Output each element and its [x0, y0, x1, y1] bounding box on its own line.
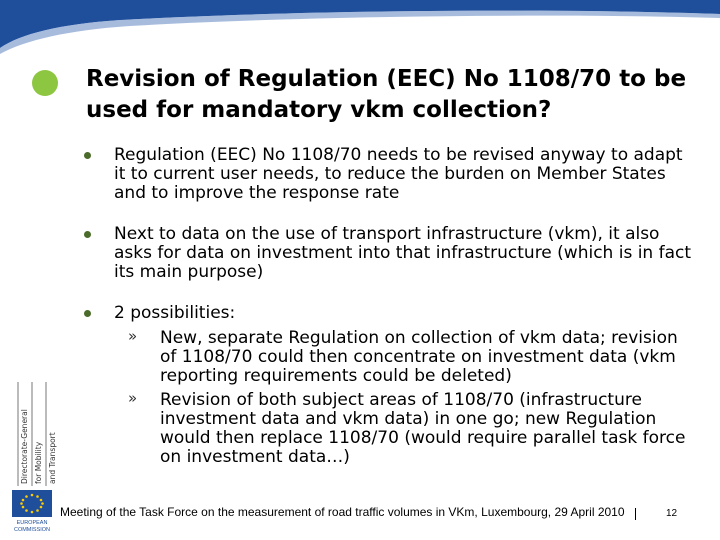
sidebar-text-line2: for Mobility [34, 441, 43, 484]
double-chevron-icon: » [128, 327, 138, 345]
footer-separator [635, 508, 636, 520]
bullet-item [84, 225, 694, 282]
bullet-dot-icon [84, 310, 91, 317]
eu-flag-icon [8, 488, 56, 534]
dg-move-sidebar [10, 380, 58, 488]
sub-bullet-list [114, 329, 694, 467]
page-title: Revision of Regulation (EEC) No 1108/70 to be used for mandatory vkm collection? [86, 66, 687, 123]
bullet-dot-icon [84, 231, 91, 238]
bullet-text: Regulation (EEC) No 1108/70 needs to be revised anyway to adapt it to current user needs, to reduce the burden on Member States and to improve the response rate [114, 145, 683, 203]
bullet-dot-icon [84, 152, 91, 159]
sub-bullet-item [114, 329, 694, 386]
bullet-item [84, 304, 694, 467]
sub-bullet-text: Revision of both subject areas of 1108/70 (infrastructure investment data and vkm data) in one go; new Regulation would then replace 1108/70 (would require parallel task force on investment data…) [160, 390, 686, 467]
page-number: 12 [666, 508, 678, 519]
bullet-text: 2 possibilities: [114, 303, 236, 323]
double-chevron-icon: » [128, 389, 138, 407]
top-band [0, 0, 720, 60]
sub-bullet-item [114, 391, 694, 467]
logo-text-line2: COMMISSION [13, 527, 51, 533]
title-bullet-icon [32, 70, 58, 96]
footer [60, 505, 720, 525]
bullet-text: Next to data on the use of transport infrastructure (vkm), it also asks for data on investment into that infrastructure (which is in fact its main purpose) [114, 224, 692, 282]
sidebar-text-line3: and Transport [48, 432, 57, 484]
bullet-item [84, 146, 694, 203]
sub-bullet-text: New, separate Regulation on collection of vkm data; revision of 1108/70 could then concentrate on investment data (vkm reporting requirements could be deleted) [160, 328, 678, 386]
footer-meeting-text: Meeting of the Task Force on the measurement of road traffic volumes in VKm, Luxembourg, 29 April 2010 [60, 505, 625, 519]
bullet-list [84, 146, 694, 489]
logo-text-line1: EUROPEAN [16, 520, 48, 526]
sidebar-text-line1: Directorate-General [20, 409, 29, 484]
